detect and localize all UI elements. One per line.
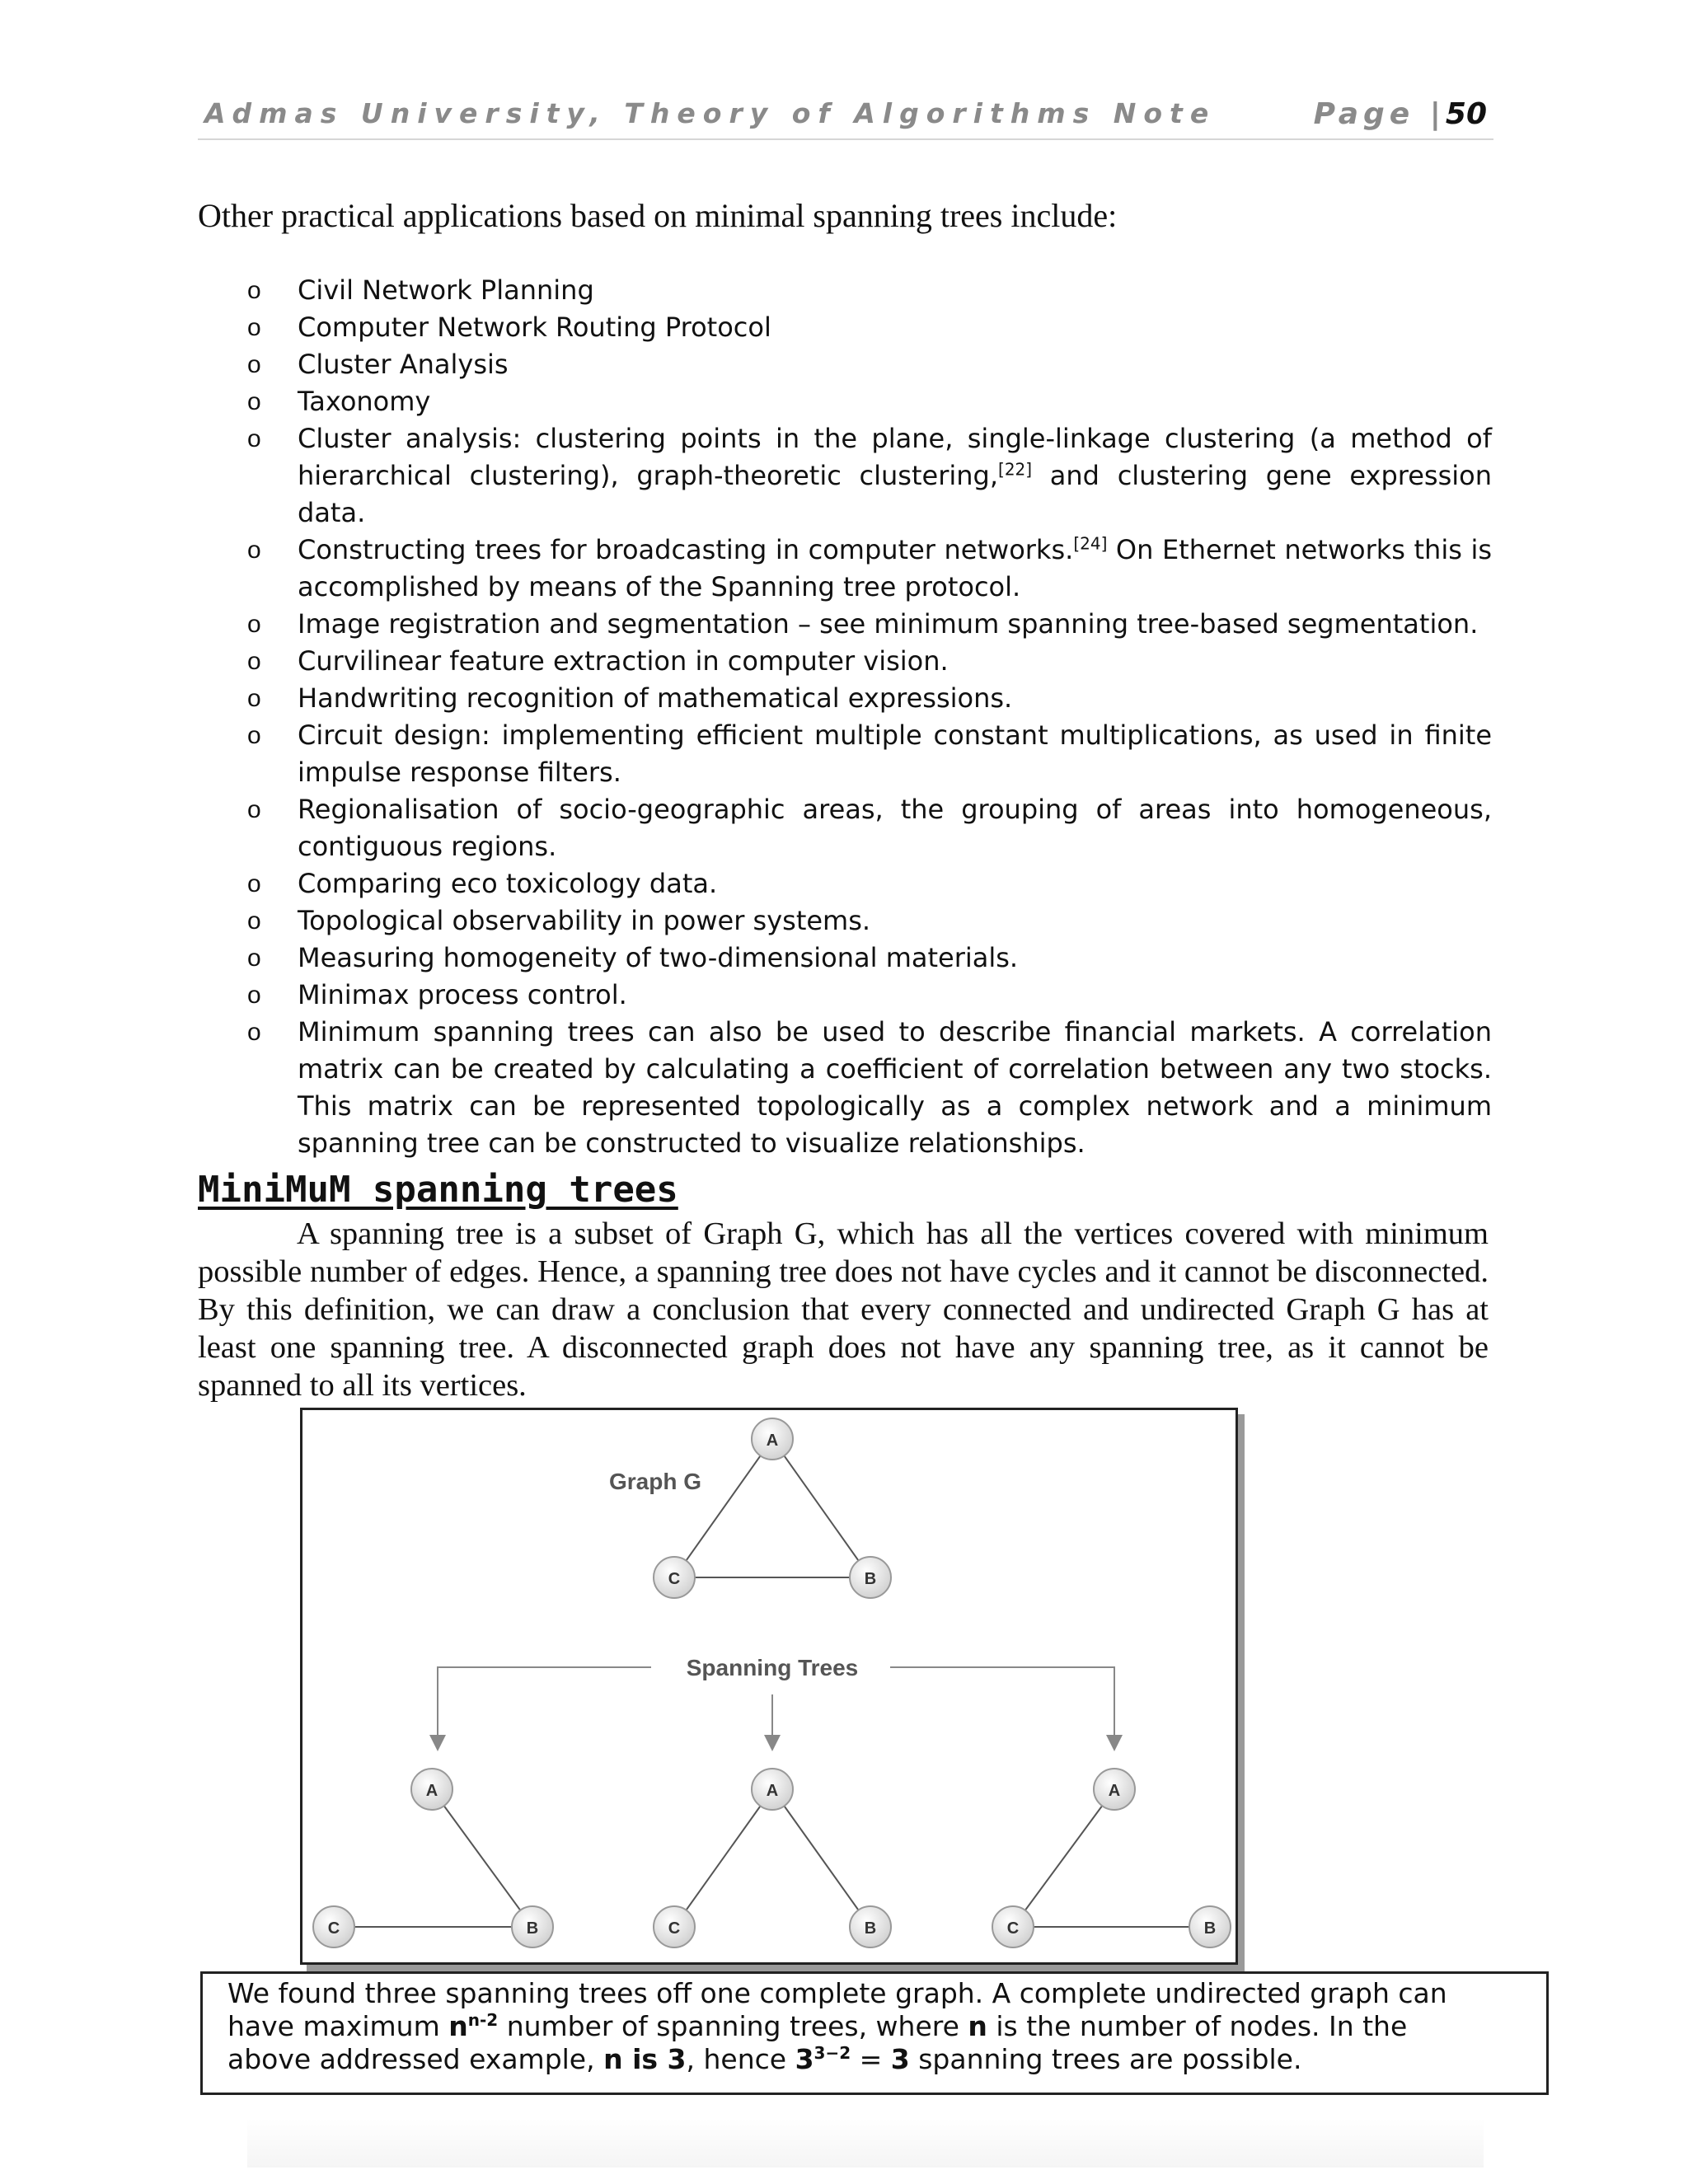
bullet-icon: o [247,796,261,823]
bullet-icon: o [247,425,261,452]
svg-text:C: C [668,1570,681,1588]
bullet-icon: o [247,537,261,564]
application-item: o Cluster Analysis [239,346,1492,383]
bullet-icon: o [247,685,261,712]
node-g-c [654,1557,695,1598]
application-item: o Measuring homogeneity of two-dimensional materials. [239,940,1492,977]
node-t3-b [1189,1906,1231,1947]
svg-text:A: A [766,1432,779,1450]
section-paragraph: A spanning tree is a subset of Graph G, which has all the vertices covered with minimum possible number of edges. Hence, a spanning tree does not have cycles and it cannot be disconnected. By this definition, we can draw a conclusion that every connected and undirected Graph G has at least one spanning tree. A disconnected graph does not have any spanning tree, as it cannot be spanned to all its vertices. [198,1216,1489,1403]
svg-text:A: A [425,1782,438,1800]
graph-g-label: Graph G [609,1469,702,1494]
bullet-icon: o [247,277,261,304]
application-item: o Minimax process control. [239,977,1492,1014]
node-t3-a [1094,1769,1135,1810]
svg-text:A: A [766,1782,779,1800]
svg-text:B: B [864,1570,877,1588]
node-t3-c [992,1906,1034,1947]
bullet-icon: o [247,1019,261,1046]
node-t1-b [512,1906,553,1947]
spanning-tree-figure [300,1408,1238,1965]
svg-text:C: C [327,1919,340,1938]
bullet-icon: o [247,611,261,638]
applications-list [239,272,1492,1162]
bullet-icon: o [247,388,261,415]
bullet-icon: o [247,314,261,341]
svg-text:B: B [526,1919,539,1938]
svg-text:C: C [668,1919,681,1938]
bracket-right [890,1667,1114,1743]
caption-box [200,1971,1549,2095]
application-item: o Taxonomy [239,383,1492,420]
application-item: o Minimum spanning trees can also be used to describe financial markets. A correlation matrix can be created by calculating a coefficient of correlation between any two stocks. This matrix can be represented topologically as a complex network and a minimum spanning tree can be constructed to visualize relationships. [239,1014,1492,1162]
application-item: o Civil Network Planning [239,272,1492,309]
bracket-left [438,1667,651,1743]
header-page-label: Page | [1313,97,1446,131]
bullet-icon: o [247,648,261,675]
svg-text:A: A [1108,1782,1121,1800]
node-t2-a [752,1769,793,1810]
edge-g-ab [772,1439,870,1577]
bullet-icon: o [247,907,261,935]
scan-smudge [247,2118,1484,2168]
page-header [198,97,1493,140]
edge-t2-ab [772,1789,870,1927]
application-item: o Topological observability in power systems. [239,902,1492,940]
node-g-a [752,1418,793,1460]
node-t2-c [654,1906,695,1947]
application-item: o Image registration and segmentation – see minimum spanning tree-based segmentation. [239,606,1492,643]
header-page [1314,97,1487,131]
application-item: o Handwriting recognition of mathematical expressions. [239,680,1492,717]
application-item: o Constructing trees for broadcasting in computer networks.[24] On Ethernet networks this is accomplished by means of the Spanning tree protocol. [239,532,1492,606]
caption-line-3: above addressed example, n is 3, hence $3^{3-2} = 3$ spanning trees are possible. [227,2043,1302,2075]
node-g-b [850,1557,891,1598]
node-t2-b [850,1906,891,1947]
bullet-icon: o [247,944,261,972]
section-title: MiniMuM spanning trees [198,1169,678,1211]
edge-t2-ac [674,1789,772,1927]
bullet-icon: o [247,351,261,378]
edge-t1-ab [432,1789,532,1927]
edge-t3-ac [1013,1789,1114,1927]
intro-sentence: Other practical applications based on minimal spanning trees include: [198,197,1118,234]
header-title: Admas University, Theory of Algorithms Note [204,97,1217,129]
application-item: o Circuit design: implementing efficient multiple constant multiplications, as used in finite impulse response filters. [239,717,1492,791]
svg-text:C: C [1006,1919,1020,1938]
caption-line-2: have maximum $n^{n-2}$ number of spanning trees, where n is the number of nodes. In the [227,2010,1408,2042]
bullet-icon: o [247,982,261,1009]
spanning-trees-label: Spanning Trees [686,1655,859,1680]
svg-text:B: B [864,1919,877,1938]
application-item: o Comparing eco toxicology data. [239,865,1492,902]
caption-line-1: We found three spanning trees off one complete graph. A complete undirected graph can [227,1977,1447,2009]
application-item: o Curvilinear feature extraction in computer vision. [239,643,1492,680]
header-page-number: 50 [1445,97,1487,131]
node-t1-c [313,1906,354,1947]
bullet-icon: o [247,870,261,898]
application-item: o Cluster analysis: clustering points in the plane, single-linkage clustering (a method of hierarchical clustering), graph-theoretic clustering,[22] and clustering gene expression data. [239,420,1492,532]
svg-text:B: B [1203,1919,1217,1938]
spanning-tree-diagram [302,1410,1236,1962]
node-t1-a [411,1769,452,1810]
application-item: o Regionalisation of socio-geographic areas, the grouping of areas into homogeneous, contiguous regions. [239,791,1492,865]
bullet-icon: o [247,722,261,749]
application-item: o Computer Network Routing Protocol [239,309,1492,346]
edge-g-ac [674,1439,772,1577]
